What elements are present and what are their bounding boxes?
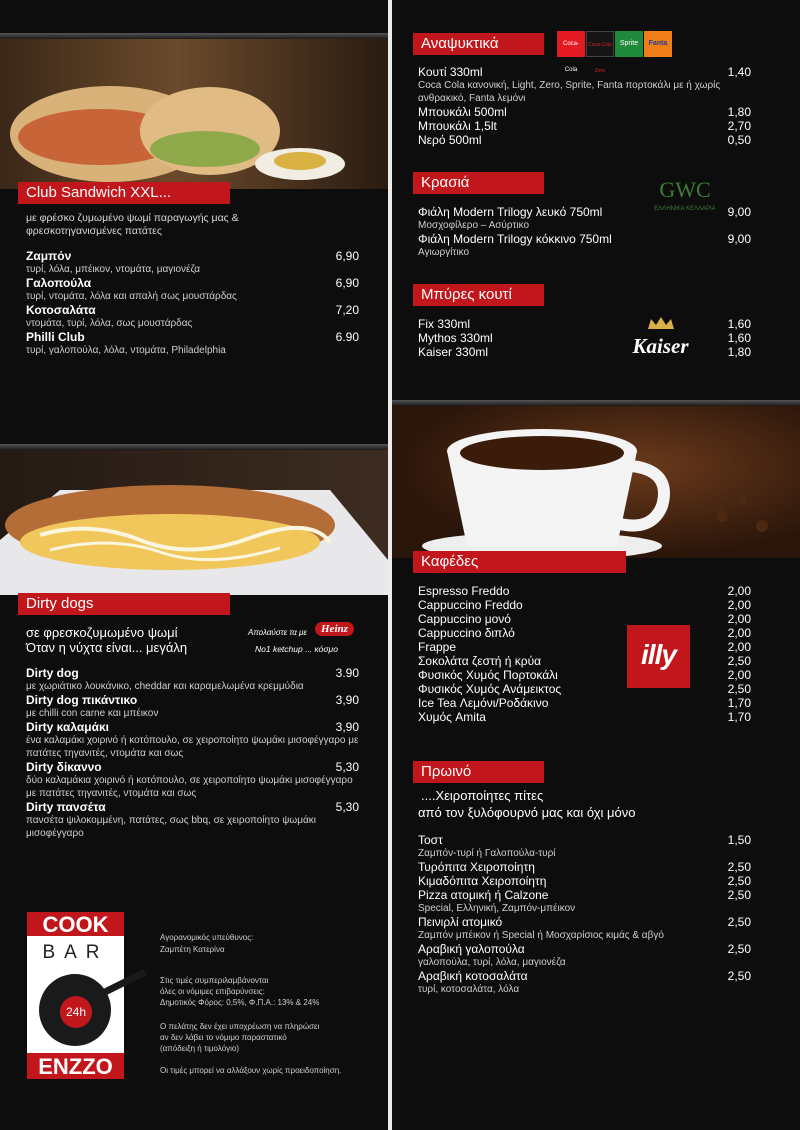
soft-drink-cans bbox=[557, 31, 673, 74]
menu-item-name: Νερό 500ml bbox=[418, 133, 482, 147]
price-notice: Οι τιμές μπορεί να αλλάξουν χωρίς προειδοποίηση. bbox=[160, 1066, 342, 1075]
menu-item-detail: Αγιωργίτικο bbox=[418, 247, 470, 258]
menu-item-detail: τυρί, κοτοσαλάτα, λόλα bbox=[418, 984, 520, 995]
menu-item-price: 2,00 bbox=[727, 612, 751, 626]
breakfast-tagline-2: από τον ξυλόφουρνό μας και όχι μόνο bbox=[418, 805, 636, 820]
logo-bar: BAR bbox=[42, 942, 109, 963]
menu-item bbox=[26, 303, 359, 330]
menu-item-name: Cappuccino διπλό bbox=[418, 626, 515, 640]
menu-item bbox=[26, 330, 359, 357]
menu-item-detail: Ζαμπόν μπέικον ή Special ή Μοσχαρίσιος κιμάς & αβγό bbox=[418, 930, 664, 941]
menu-item-price: 2,00 bbox=[727, 668, 751, 682]
menu-item-name: Πεινιρλί ατομικό bbox=[418, 915, 503, 929]
menu-item bbox=[26, 276, 359, 303]
menu-item-name: Φιάλη Modern Trilogy κόκκινο 750ml bbox=[418, 232, 612, 246]
menu-item-price: 2,50 bbox=[727, 874, 751, 888]
wine-menu-list bbox=[418, 205, 751, 259]
menu-item-name: Σοκολάτα ζεστή ή κρύα bbox=[418, 654, 542, 668]
club-sandwich-photo bbox=[0, 39, 388, 189]
menu-item bbox=[418, 888, 751, 915]
coffee-menu-list bbox=[418, 584, 751, 724]
dogs-tagline-2: Όταν η νύχτα είναι... μεγάλη bbox=[26, 640, 188, 655]
responsible-name: Ζαμπέτη Κατερίνα bbox=[160, 945, 225, 954]
receipt-line-2: αν δεν λάβει το νόμιμο παραστατικό bbox=[160, 1033, 287, 1042]
menu-item bbox=[418, 331, 751, 345]
menu-item-price: 1,70 bbox=[727, 710, 751, 724]
menu-item bbox=[26, 720, 359, 760]
menu-item-name: Espresso Freddo bbox=[418, 584, 510, 598]
menu-item-detail: τυρί, ντομάτα, λόλα και απαλή σως μουστάρδας bbox=[26, 291, 237, 302]
club-description: με φρέσκο ζυμωμένο ψωμί παραγωγής μας & φρεσκοτηγανισμένες πατάτες bbox=[26, 212, 239, 237]
fanta-can-icon: Fanta bbox=[644, 31, 672, 57]
menu-item-detail: πανσέτα ψιλοκομμένη, πατάτες, σως bbq, σε χειροποίητο ψωμάκι μισοφέγγαρο bbox=[26, 815, 316, 839]
menu-item-price: 9,00 bbox=[727, 205, 751, 219]
menu-item-name: Χυμός Amita bbox=[418, 710, 486, 724]
menu-item bbox=[26, 249, 359, 276]
gwc-logo-text: GWC bbox=[659, 177, 711, 202]
menu-item bbox=[418, 598, 751, 612]
menu-item-price: 6,90 bbox=[335, 276, 359, 290]
menu-item-price: 0,50 bbox=[727, 133, 751, 147]
menu-item bbox=[418, 969, 751, 996]
menu-item-price: 1,80 bbox=[727, 105, 751, 119]
beer-menu-list bbox=[418, 317, 751, 359]
soft-drinks-menu-list bbox=[418, 65, 751, 147]
menu-item-name: Dirty δίκαννο bbox=[26, 760, 102, 774]
menu-item-price: 7,20 bbox=[335, 303, 359, 317]
menu-item bbox=[418, 345, 751, 359]
menu-item-price: 2,50 bbox=[727, 682, 751, 696]
menu-item-price: 2,50 bbox=[727, 915, 751, 929]
wine-heading: Κρασιά bbox=[413, 172, 544, 194]
menu-item-price: 3,90 bbox=[335, 720, 359, 734]
menu-item-price: 1,50 bbox=[727, 833, 751, 847]
menu-item-price: 2,50 bbox=[727, 969, 751, 983]
menu-item bbox=[418, 696, 751, 710]
menu-item-price: 1,80 bbox=[727, 345, 751, 359]
menu-item-name: Μπουκάλι 500ml bbox=[418, 105, 507, 119]
menu-item-name: Dirty dog πικάντικο bbox=[26, 693, 138, 707]
menu-item-name: Kaiser 330ml bbox=[418, 345, 489, 359]
club-sandwich-heading: Club Sandwich XXL... bbox=[18, 182, 230, 204]
menu-item-price: 2,70 bbox=[727, 119, 751, 133]
menu-item bbox=[418, 119, 751, 133]
receipt-line-1: Ο πελάτης δεν έχει υποχρέωση να πληρώσει bbox=[160, 1022, 320, 1031]
menu-item-name: Mythos 330ml bbox=[418, 331, 493, 345]
menu-item bbox=[418, 133, 751, 147]
heinz-badge bbox=[245, 620, 360, 658]
menu-item bbox=[418, 232, 751, 259]
menu-item-name: Ζαμπόν bbox=[26, 249, 72, 263]
menu-item-name: Μπουκάλι 1,5lt bbox=[418, 119, 497, 133]
menu-item-price: 2,00 bbox=[727, 584, 751, 598]
coca-cola-zero-can-icon: Coca-Cola Zero bbox=[586, 31, 614, 57]
menu-item-name: Αραβική κοτοσαλάτα bbox=[418, 969, 528, 983]
menu-item bbox=[26, 693, 359, 720]
menu-item-detail: Ζαμπόν-τυρί ή Γαλοπούλα-τυρί bbox=[418, 848, 556, 859]
menu-item bbox=[418, 915, 751, 942]
menu-item bbox=[418, 65, 751, 105]
breakfast-heading: Πρωινό bbox=[413, 761, 544, 783]
menu-item-detail: ντομάτα, τυρί, λόλα, σως μουστάρδας bbox=[26, 318, 193, 329]
kaiser-wordmark: Kaiser bbox=[632, 334, 689, 358]
menu-item bbox=[418, 612, 751, 626]
heinz-line-2: No1 ketchup ... κόσμο bbox=[255, 644, 338, 654]
logo-enzzo: ENZZO bbox=[27, 1053, 124, 1079]
breakfast-menu-list bbox=[418, 833, 751, 996]
menu-item-price: 2,50 bbox=[727, 942, 751, 956]
menu-item-name: Dirty dog bbox=[26, 666, 79, 680]
menu-item-price: 1,70 bbox=[727, 696, 751, 710]
menu-item-name: Φυσικός Χυμός Πορτοκάλι bbox=[418, 668, 558, 682]
menu-item bbox=[418, 584, 751, 598]
taxes-line-2: όλες οι νόμιμες επιβαρύνσεις: bbox=[160, 987, 265, 996]
dogs-menu-list bbox=[26, 666, 359, 840]
menu-item bbox=[418, 668, 751, 682]
menu-item-name: Τοστ bbox=[418, 833, 443, 847]
menu-item-name: Dirty καλαμάκι bbox=[26, 720, 109, 734]
menu-item-price: 2,50 bbox=[727, 654, 751, 668]
menu-item bbox=[418, 682, 751, 696]
sprite-can-icon: Sprite bbox=[615, 31, 643, 57]
coffee-photo bbox=[392, 406, 800, 558]
menu-item-name: Κιμαδόπιτα Χειροποίητη bbox=[418, 874, 547, 888]
menu-item-detail: με χωριάτικο λουκάνικο, cheddar και καραμελωμένα κρεμμύδια bbox=[26, 681, 304, 692]
menu-item-name: Φιάλη Modern Trilogy λευκό 750ml bbox=[418, 205, 603, 219]
taxes-line-3: Δημοτικός Φόρος: 0,5%, Φ.Π.Α.: 13% & 24% bbox=[160, 998, 320, 1007]
beer-heading: Μπύρες κουτί bbox=[413, 284, 544, 306]
menu-item-name: Φυσικός Χυμός Ανάμεικτος bbox=[418, 682, 562, 696]
menu-item bbox=[418, 942, 751, 969]
menu-item-price: 2,50 bbox=[727, 860, 751, 874]
heinz-line-1: Απολαύστε τα με bbox=[248, 628, 307, 637]
coffee-heading: Καφέδες bbox=[413, 551, 626, 573]
menu-item-price: 2,00 bbox=[727, 598, 751, 612]
hotdog-image-icon bbox=[0, 450, 388, 595]
menu-item bbox=[418, 874, 751, 888]
menu-item-name: Κοτοσαλάτα bbox=[26, 303, 96, 317]
menu-item-detail: Special, Ελληνική, Ζαμπόν-μπέικον bbox=[418, 903, 576, 914]
menu-item-name: Cappuccino μονό bbox=[418, 612, 511, 626]
menu-item-price: 9,00 bbox=[727, 232, 751, 246]
menu-item-name: Αραβική γαλοπούλα bbox=[418, 942, 525, 956]
gwc-logo-caption: ΕΛΛΗΝΙΚΑ ΚΕΛΛΑΡΙΑ bbox=[654, 206, 716, 212]
menu-item-price: 2,00 bbox=[727, 626, 751, 640]
sandwich-image-icon bbox=[0, 39, 388, 189]
dirty-dogs-heading: Dirty dogs bbox=[18, 593, 230, 615]
menu-item-price: 1,60 bbox=[727, 331, 751, 345]
menu-item-price: 2,50 bbox=[727, 888, 751, 902]
coffee-cup-icon bbox=[392, 406, 800, 558]
menu-item-detail: με chilli con carne και μπέικον bbox=[26, 708, 159, 719]
menu-item-name: Κουτί 330ml bbox=[418, 65, 483, 79]
logo-cook: COOK bbox=[27, 912, 124, 936]
menu-item-detail: ένα καλαμάκι χοιρινό ή κοτόπουλο, σε χειροποίητο ψωμάκι μισοφέγγαρο με πατάτες τηγανιτές, ντομάτα και σως bbox=[26, 735, 359, 759]
receipt-line-3: (απόδειξη ή τιμολόγιο) bbox=[160, 1044, 240, 1053]
logo-24h-badge: 24h bbox=[60, 996, 92, 1028]
menu-item bbox=[418, 640, 751, 654]
menu-item bbox=[26, 800, 359, 840]
menu-item bbox=[26, 666, 359, 693]
soft-drinks-heading: Αναψυκτικά bbox=[413, 33, 544, 55]
taxes-line-1: Στις τιμές συμπεριλαμβάνονται bbox=[160, 976, 269, 985]
menu-item-detail: Μοσχοφίλερο – Ασύρτικο bbox=[418, 220, 530, 231]
dirty-dogs-photo bbox=[0, 450, 388, 595]
menu-item-detail: τυρί, λόλα, μπέικον, ντομάτα, μαγιονέζα bbox=[26, 264, 200, 275]
menu-item bbox=[418, 860, 751, 874]
menu-item-name: Fix 330ml bbox=[418, 317, 471, 331]
menu-item-detail: δύο καλαμάκια χοιρινό ή κοτόπουλο, σε χειροποίητο ψωμάκι μισοφέγγαρο με πατάτες τηγανιτές, ντομάτα και σως bbox=[26, 775, 353, 799]
menu-item-name: Cappuccino Freddo bbox=[418, 598, 523, 612]
menu-item-price: 3.90 bbox=[335, 666, 359, 680]
club-menu-list bbox=[26, 249, 359, 357]
responsible-label: Αγορανομικός υπεύθυνος: bbox=[160, 933, 254, 942]
menu-item-name: Pizza ατομική ή Calzone bbox=[418, 888, 549, 902]
menu-item-price: 6.90 bbox=[335, 330, 359, 344]
menu-item-price: 5,30 bbox=[335, 760, 359, 774]
menu-item-detail: γαλοπούλα, τυρί, λόλα, μαγιονέζα bbox=[418, 957, 566, 968]
menu-item-price: 1,40 bbox=[727, 65, 751, 79]
menu-item-price: 1,60 bbox=[727, 317, 751, 331]
menu-item bbox=[418, 105, 751, 119]
menu-item bbox=[418, 626, 751, 640]
cook-bar-logo bbox=[27, 912, 124, 1079]
menu-item-name: Philli Club bbox=[26, 330, 85, 344]
heinz-logo: Heinz bbox=[315, 622, 354, 636]
menu-item-name: Γαλοπούλα bbox=[26, 276, 92, 290]
menu-item-price: 3,90 bbox=[335, 693, 359, 707]
menu-item-detail: τυρί, γαλοπούλα, λόλα, ντομάτα, Philadelphia bbox=[26, 345, 226, 356]
menu-item-price: 5,30 bbox=[335, 800, 359, 814]
dogs-tagline-1: σε φρεσκοζυμωμένο ψωμί bbox=[26, 625, 178, 640]
menu-item bbox=[418, 710, 751, 724]
breakfast-tagline-1: ....Χειροποίητες πίτες bbox=[421, 788, 544, 803]
coca-cola-can-icon: Coca-Cola bbox=[557, 31, 585, 57]
menu-item bbox=[418, 317, 751, 331]
menu-item bbox=[26, 760, 359, 800]
menu-item-price: 6,90 bbox=[335, 249, 359, 263]
menu-item-price: 2,00 bbox=[727, 640, 751, 654]
menu-item bbox=[418, 205, 751, 232]
menu-item bbox=[418, 833, 751, 860]
menu-item-detail: Coca Cola κανονική, Light, Zero, Sprite, Fanta πορτοκάλι με ή χωρίς ανθρακικό, Fanta λεμόνι bbox=[418, 80, 721, 104]
menu-item-name: Dirty πανσέτα bbox=[26, 800, 106, 814]
menu-item bbox=[418, 654, 751, 668]
illy-logo: illy bbox=[627, 625, 690, 688]
menu-item-name: Τυρόπιτα Χειροποίητη bbox=[418, 860, 535, 874]
menu-item-name: Ice Tea Λεμόνι/Ροδάκινο bbox=[418, 696, 549, 710]
menu-item-name: Frappe bbox=[418, 640, 457, 654]
